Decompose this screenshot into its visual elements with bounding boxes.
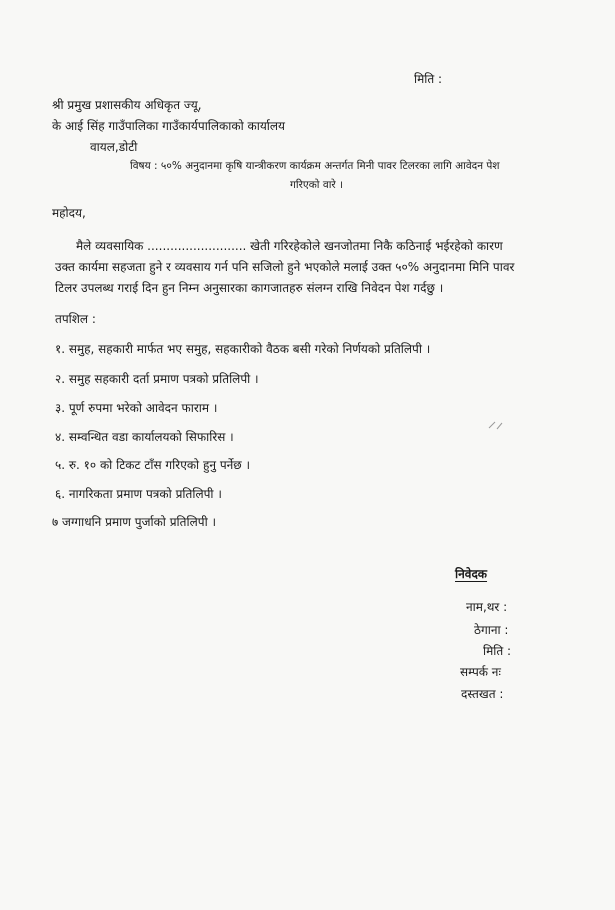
- attachment-item-3: ३. पूर्ण रुपमा भरेको आवेदन फाराम ।: [55, 401, 218, 415]
- addressee-line-1: श्री प्रमुख प्रशासकीय अधिकृत ज्यू,: [52, 98, 202, 112]
- body-line-2: उक्त कार्यमा सहजता हुने र व्यवसाय गर्न पनि सजिलो हुने भएकोले मलाई उक्त ५०% अनुदानमा मिनि पावर: [55, 260, 515, 274]
- applicant-date-label: मिति :: [483, 644, 512, 658]
- attachment-item-2: २. समुह सहकारी दर्ता प्रमाण पत्रको प्रतिलिपी ।: [55, 372, 259, 386]
- attachment-item-6: ६. नागरिकता प्रमाण पत्रको प्रतिलिपी ।: [55, 487, 222, 501]
- attachment-item-1: १. समुह, सहकारी मार्फत भए समुह, सहकारीको वैठक बसी गरेको निर्णयको प्रतिलिपी ।: [55, 342, 431, 356]
- attachment-item-7: ७ जग्गाधनि प्रमाण पुर्जाको प्रतिलिपी ।: [52, 515, 217, 529]
- body-line-1: मैले व्यवसायिक .......................... खेती गरिरहेकोले खनजोतमा निकै कठिनाई भईरहेको कारण: [76, 239, 503, 253]
- addressee-line-2: के आई सिंह गाउँपालिका गाउँकार्यपालिकाको कार्यालय: [52, 119, 285, 133]
- attachment-item-4: ४. सम्वन्धित वडा कार्यालयको सिफारिस ।: [55, 430, 234, 444]
- applicant-signature-label: दस्तखत :: [461, 687, 504, 701]
- date-label: मिति :: [414, 72, 443, 86]
- applicant-name-label: नाम,थर :: [466, 600, 508, 614]
- body-line-3: टिलर उपलब्ध गराई दिन हुन निम्न अनुसारका कागजातहरु संलग्न राखि निवेदन पेश गर्दछु ।: [55, 281, 444, 295]
- subject-line-1: विषय : ५०% अनुदानमा कृषि यान्त्रीकरण कार्यक्रम अन्तर्गत मिनी पावर टिलरका लागि आवेदन पेश: [130, 160, 500, 172]
- pen-mark: [488, 419, 504, 431]
- applicant-title: निवेदक: [455, 567, 488, 581]
- subject-line-2: गरिएको वारे ।: [290, 179, 344, 191]
- salutation: महोदय,: [52, 206, 86, 220]
- applicant-address-label: ठेगाना :: [474, 623, 509, 637]
- attachment-item-5: ५. रु. १० को टिकट टाँस गरिएको हुनु पर्नेछ ।: [55, 458, 251, 472]
- applicant-contact-label: सम्पर्क नः: [460, 665, 501, 679]
- details-label: तपशिल :: [55, 312, 96, 326]
- addressee-line-3: वायल,डोटी: [90, 140, 138, 154]
